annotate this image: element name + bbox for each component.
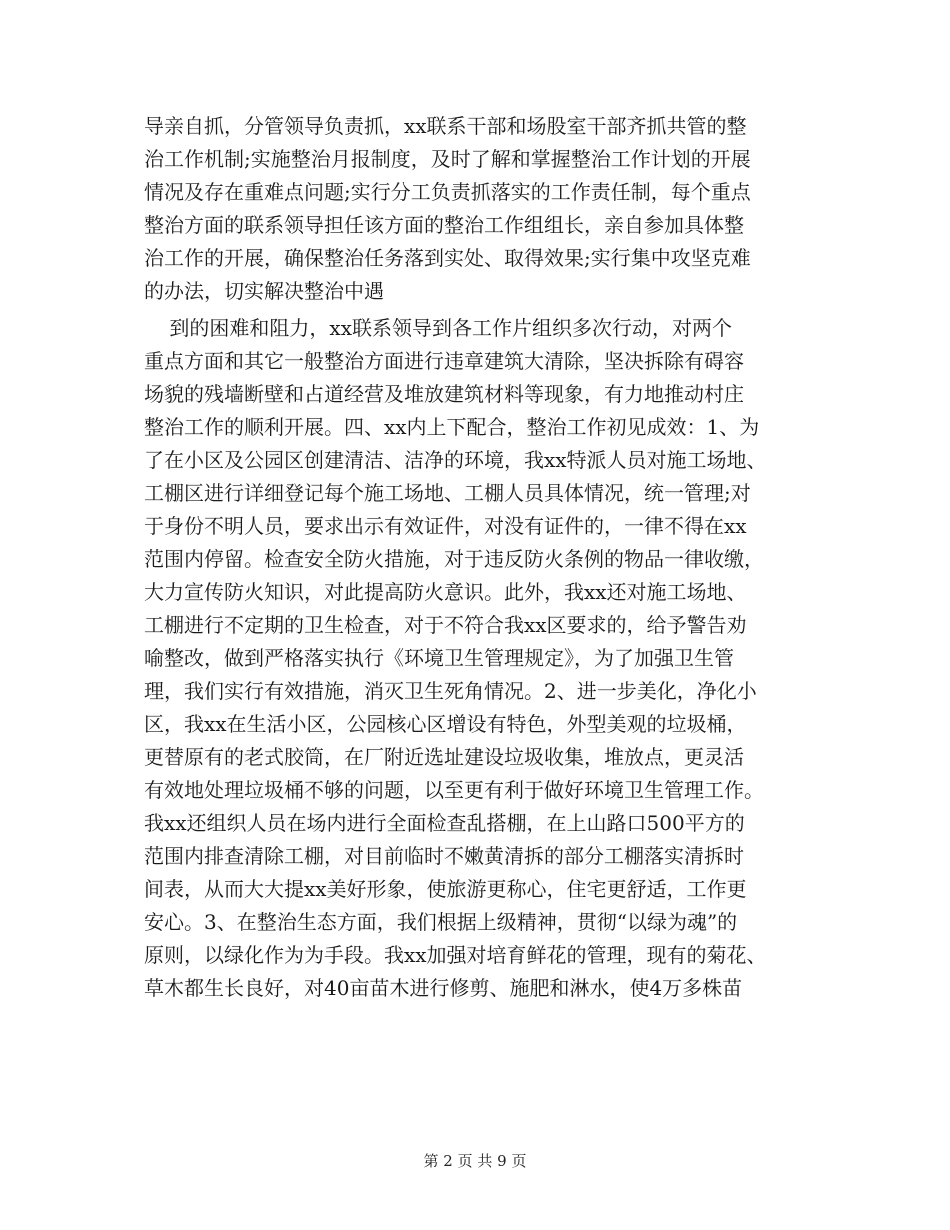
text-line: 场貌的残墙断壁和占道经营及堆放建筑材料等现象，有力地推动村庄 xyxy=(144,382,744,406)
text-line: 理，我们实行有效措施，消灭卫生死角情况。2、进一步美化，净化小 xyxy=(144,679,757,703)
text-line: 整治工作的顺利开展。四、xx内上下配合，整治工作初见成效：1、为 xyxy=(144,415,760,439)
text-line: 我xx还组织人员在场内进行全面检查乱搭棚，在上山路口500平方的 xyxy=(144,811,745,835)
text-line: 喻整改，做到严格落实执行《环境卫生管理规定》，为了加强卫生管 xyxy=(144,646,734,670)
text-line: 范围内排查清除工棚，对目前临时不嫩黄清拆的部分工棚落实清拆时 xyxy=(144,844,744,868)
text-line: 工棚进行不定期的卫生检查，对于不符合我xx区要求的，给予警告劝 xyxy=(144,613,747,637)
text-line: 区，我xx在生活小区，公园核心区增设有特色，外型美观的垃圾桶， xyxy=(144,712,747,736)
text-line: 草木都生长良好，对40亩苗木进行修剪、施肥和淋水，使4万多株苗 xyxy=(144,976,743,1000)
text-line: 了在小区及公园区创建清洁、洁净的环境，我xx特派人员对施工场地、 xyxy=(144,448,767,472)
text-line: 导亲自抓，分管领导负责抓，xx联系干部和场股室干部齐抓共管的整 xyxy=(144,114,747,138)
text-line: 大力宣传防火知识，对此提高防火意识。此外，我xx还对施工场地、 xyxy=(144,580,747,604)
text-line: 重点方面和其它一般整治方面进行违章建筑大清除，坚决拆除有碍容 xyxy=(144,349,744,373)
paragraph-1 xyxy=(144,110,814,308)
text-line: 治工作机制;实施整治月报制度，及时了解和掌握整治工作计划的开展 xyxy=(144,147,751,171)
text-line: 工棚区进行详细登记每个施工场地、工棚人员具体情况，统一管理;对 xyxy=(144,481,751,505)
text-line: 更替原有的老式胶筒，在厂附近选址建设垃圾收集，堆放点，更灵活 xyxy=(144,745,744,769)
text-line: 治工作的开展，确保整治任务落到实处、取得效果;实行集中攻坚克难 xyxy=(144,246,751,270)
text-line: 安心。3、在整治生态方面，我们根据上级精神，贯彻“以绿为魂”的 xyxy=(144,910,738,934)
text-line: 情况及存在重难点问题;实行分工负责抓落实的工作责任制，每个重点 xyxy=(144,180,751,204)
paragraph-2 xyxy=(144,312,814,1005)
text-line: 有效地处理垃圾桶不够的问题，以至更有利于做好环境卫生管理工作。 xyxy=(144,778,764,802)
text-line: 原则，以绿化作为为手段。我xx加强对培育鲜花的管理，现有的菊花、 xyxy=(144,943,767,967)
document-body xyxy=(144,110,814,1005)
text-line: 间表，从而大大提xx美好形象，使旅游更称心，住宅更舒适，工作更 xyxy=(144,877,747,901)
text-line: 到的困难和阻力，xx联系领导到各工作片组织多次行动，对两个 xyxy=(144,316,732,340)
text-line: 的办法，切实解决整治中遇 xyxy=(144,279,384,303)
page-number-footer: 第 2 页 共 9 页 xyxy=(423,1152,527,1170)
text-line: 于身份不明人员，要求出示有效证件，对没有证件的，一律不得在xx xyxy=(144,514,747,538)
text-line: 整治方面的联系领导担任该方面的整治工作组组长，亲自参加具体整 xyxy=(144,213,744,237)
text-line: 范围内停留。检查安全防火措施，对于违反防火条例的物品一律收缴， xyxy=(144,547,764,571)
